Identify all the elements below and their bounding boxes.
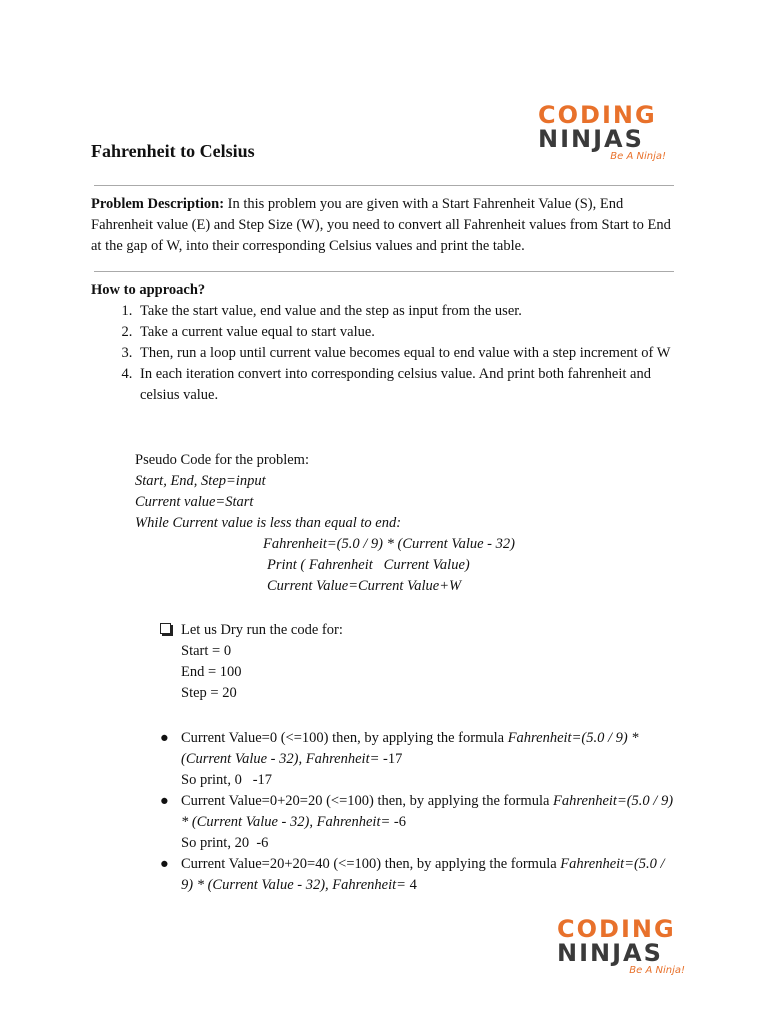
approach-section <box>91 280 681 406</box>
coding-ninjas-logo-bottom <box>557 917 687 977</box>
bullet-dot-icon: ● <box>160 793 169 809</box>
iteration-result: -6 <box>390 814 406 830</box>
iteration-item <box>160 728 680 791</box>
iteration-text: Current Value=0+20=20 (<=100) then, by applying the formula <box>181 793 554 809</box>
logo-line-ninjas: NINJAS <box>538 125 644 153</box>
problem-description <box>91 194 676 257</box>
iteration-text: Current Value=0 (<=100) then, by applying the formula <box>181 730 508 746</box>
pseudo-line: While Current value is less than equal to end: <box>135 515 402 531</box>
iteration-print: So print, 20 -6 <box>181 835 269 851</box>
pseudo-line: Print ( Fahrenheit Current Value) <box>267 557 470 573</box>
iteration-item <box>160 791 680 854</box>
pseudo-line: Start, End, Step=input <box>135 473 266 489</box>
page-title: Fahrenheit to Celsius <box>91 141 255 161</box>
dry-run-section <box>160 620 690 704</box>
iteration-print: So print, 0 -17 <box>181 772 273 788</box>
iteration-formula: Fahrenheit=(5.0 / 9) * (Current Value - 32), Fahrenheit= <box>181 793 674 830</box>
dry-run-step: Step = 20 <box>181 685 237 701</box>
checkbox-bullet-icon <box>160 623 171 634</box>
dry-run-start: Start = 0 <box>181 643 232 659</box>
problem-text: In this problem you are given with a Start Fahrenheit Value (S), End Fahrenheit value (E) and Step Size (W), you need to convert all Fahrenheit values from Start to End at the gap of W, into their corresponding Celsius values and print the table. <box>91 196 671 254</box>
problem-label: Problem Description: <box>91 196 225 212</box>
iteration-item <box>160 854 680 896</box>
iteration-text: Current Value=20+20=40 (<=100) then, by applying the formula <box>181 856 561 872</box>
approach-step: 4. In each iteration convert into corresponding celsius value. And print both fahrenheit and celsius value. <box>136 364 681 406</box>
pseudo-intro: Pseudo Code for the problem: <box>135 452 309 468</box>
logo-tagline: Be A Ninja! <box>610 151 666 162</box>
logo-line-coding: CODING <box>538 101 657 129</box>
dry-run-end: End = 100 <box>181 664 242 680</box>
bullet-dot-icon: ● <box>160 730 169 746</box>
dry-run-intro-row <box>160 620 690 641</box>
pseudo-line: Fahrenheit=(5.0 / 9) * (Current Value - 32) <box>263 536 515 552</box>
divider-middle <box>94 271 674 272</box>
pseudo-line: Current Value=Current Value+W <box>267 578 462 594</box>
approach-step: 2. Take a current value equal to start value. <box>136 322 681 343</box>
pseudo-code <box>135 450 695 597</box>
logo-tagline: Be A Ninja! <box>629 965 685 976</box>
approach-step: 3. Then, run a loop until current value becomes equal to end value with a step increment of W <box>136 343 681 364</box>
iteration-result: 4 <box>405 877 417 893</box>
approach-steps <box>91 301 681 406</box>
approach-heading: How to approach? <box>91 282 206 298</box>
bullet-dot-icon: ● <box>160 856 169 872</box>
iteration-formula: Fahrenheit=(5.0 / 9) * (Current Value - 32), Fahrenheit= <box>181 730 639 767</box>
pseudo-line: Current value=Start <box>135 494 254 510</box>
iteration-result: -17 <box>379 751 403 767</box>
dry-run-intro: Let us Dry run the code for: <box>181 622 343 638</box>
coding-ninjas-logo-top <box>538 103 668 163</box>
approach-step: 1. Take the start value, end value and the step as input from the user. <box>136 301 681 322</box>
iteration-list <box>160 728 680 896</box>
iteration-formula: Fahrenheit=(5.0 / 9) * (Current Value - 32), Fahrenheit= <box>181 856 665 893</box>
divider-top <box>94 185 674 186</box>
logo-line-ninjas: NINJAS <box>557 939 663 967</box>
logo-line-coding: CODING <box>557 915 676 943</box>
